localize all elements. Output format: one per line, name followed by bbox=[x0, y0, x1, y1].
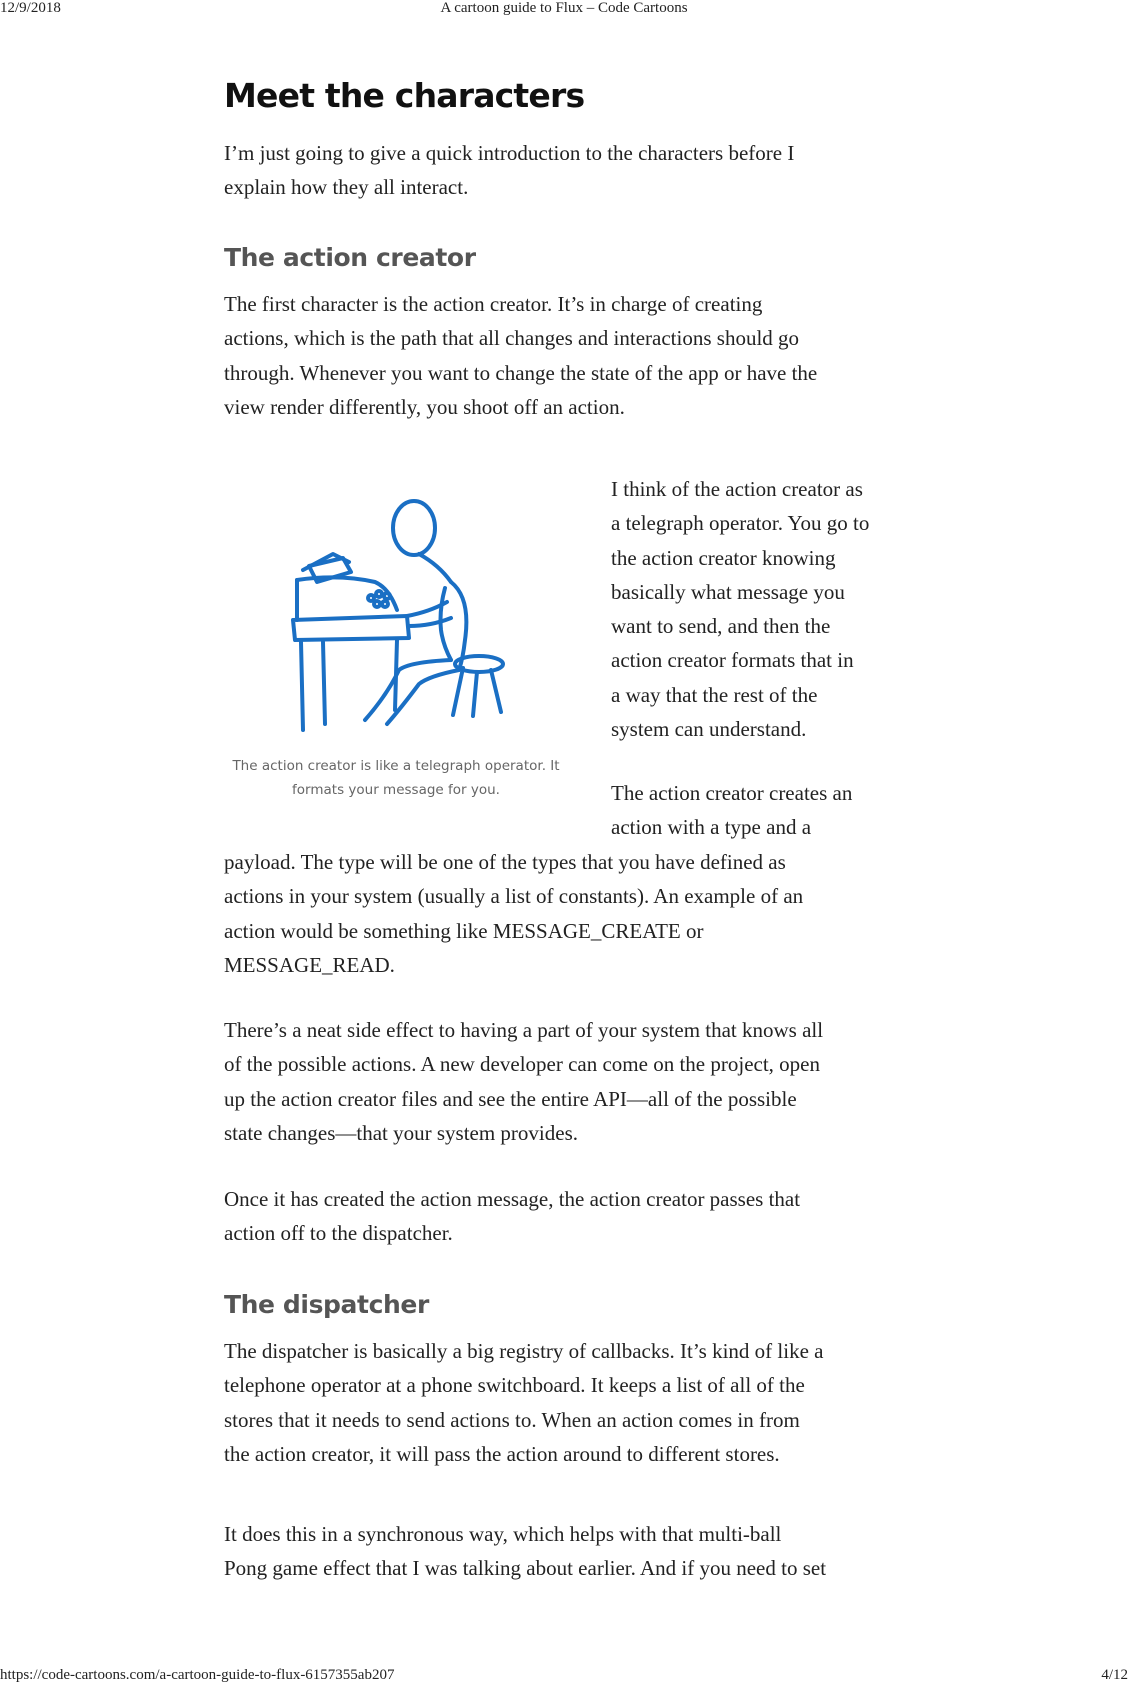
telegraph-operator-figure bbox=[224, 470, 568, 798]
stool-leg-3 bbox=[491, 670, 501, 712]
section-heading-action-creator: The action creator bbox=[224, 243, 476, 272]
person-arm-lower bbox=[409, 618, 451, 626]
print-footer bbox=[0, 1667, 1128, 1685]
action-creator-paragraph-3: There’s a neat side effect to having a part of your system that knows all of the possible actions. A new developer can come on the project, open up the action creator files and see the entire API—all of the possible state changes—that your system provides. bbox=[224, 1018, 824, 1145]
figure-caption: The action creator is like a telegraph operator. It formats your message for you. bbox=[232, 758, 560, 798]
stool-leg-2 bbox=[473, 672, 477, 716]
key-1 bbox=[368, 595, 374, 601]
action-creator-paragraph-4: Once it has created the action message, the action creator passes that action off to the dispatcher. bbox=[224, 1187, 801, 1246]
person-neck bbox=[419, 554, 451, 582]
person-front bbox=[441, 588, 452, 660]
stool-leg-1 bbox=[453, 668, 463, 715]
person-leg-1 bbox=[365, 660, 451, 720]
page-title: Meet the characters bbox=[224, 76, 585, 115]
section-heading-dispatcher: The dispatcher bbox=[224, 1290, 429, 1319]
intro-paragraph: I’m just going to give a quick introduction to the characters before I explain how they all interact. bbox=[224, 141, 795, 200]
table-top bbox=[293, 616, 409, 640]
dispatcher-paragraph-1: The dispatcher is basically a big registry of callbacks. It’s kind of like a telephone operator at a phone switchboard. It keeps a list of all of the stores that it needs to send actions to. When an action comes in from the action creator, it will pass the action around to different stores. bbox=[224, 1339, 824, 1466]
print-url: https://code-cartoons.com/a-cartoon-guide-to-flux-6157355ab207 bbox=[0, 1667, 395, 1683]
telegraph-operator-illustration bbox=[279, 470, 519, 740]
print-title: A cartoon guide to Flux – Code Cartoons bbox=[440, 0, 688, 16]
dispatcher-paragraph-2: It does this in a synchronous way, which helps with that multi-ball Pong game effect that I was talking about earlier. And if you need to set bbox=[224, 1522, 827, 1581]
print-header bbox=[0, 0, 1128, 18]
print-date: 12/9/2018 bbox=[0, 0, 61, 16]
key-5 bbox=[382, 601, 388, 607]
action-creator-paragraph-2: payload. The type will be one of the types that you have defined as actions in your system (usually a list of constants). An example of an action would be something like MESSAGE_CREATE or MESSAGE_READ. bbox=[224, 850, 804, 977]
action-creator-paragraph-1: The first character is the action creator. It’s in charge of creating actions, which is the path that all changes and interactions should go through. Whenever you want to change the state of the app or have the view render differently, you shoot off an action. bbox=[224, 292, 818, 419]
key-3 bbox=[384, 593, 390, 599]
person-head bbox=[393, 501, 435, 555]
key-2 bbox=[376, 591, 382, 597]
page-number: 4/12 bbox=[1101, 1667, 1128, 1683]
table-leg-1 bbox=[301, 642, 303, 730]
action-creator-side-paragraph-1: I think of the action creator as a telegraph operator. You go to the action creator knowing basically what message you want to send, and then the action creator formats that in a way that the rest of the system can understand. bbox=[611, 477, 870, 742]
table-leg-2 bbox=[323, 642, 325, 724]
table-leg-3 bbox=[395, 640, 397, 710]
key-4 bbox=[374, 601, 380, 607]
action-creator-side-paragraph-2: The action creator creates an action with a type and a bbox=[611, 781, 853, 840]
